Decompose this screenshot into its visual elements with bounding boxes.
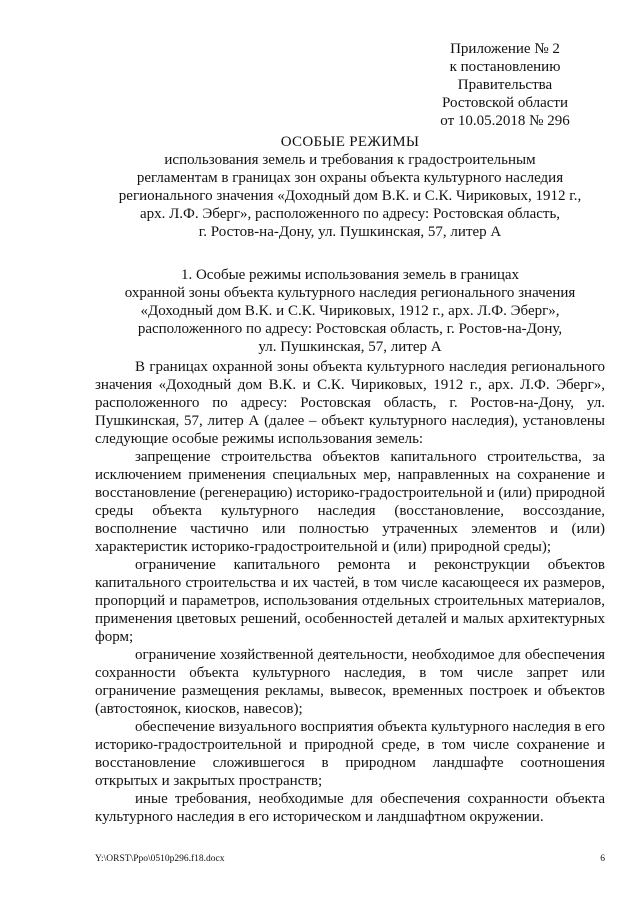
title-heading: ОСОБЫЕ РЕЖИМЫ (280, 134, 420, 150)
title-line: использования земель и требования к градостроительным (164, 152, 536, 168)
paragraph-construction-ban: запрещение строительства объектов капитального строительства, за исключением применения специальных мер, направленных на сохранение и восстановление (регенерацию) историко-градостроительной и (или) природной среды объекта культурного наследия (восстановление, воссоздание, восполнение частично или полностью утраченных элементов и (или) характеристик историко-градостроительной и (или) природной среды); (95, 449, 605, 555)
section-line: ул. Пушкинская, 57, литер А (258, 339, 442, 355)
appendix-header (405, 40, 605, 130)
section-line: «Доходный дом В.К. и С.К. Чириковых, 1912 г., арх. Л.Ф. Эберг», (140, 303, 560, 319)
appendix-line: к постановлению (449, 59, 561, 75)
section-heading (95, 266, 605, 356)
appendix-line: от 10.05.2018 № 296 (440, 113, 570, 129)
paragraph-economic-limits: ограничение хозяйственной деятельности, необходимое для обеспечения сохранности объекта культурного наследия, в том числе запрет или ограничение размещения рекламы, вывесок, временных построек и объектов (автостоянок, киосков, навесов); (95, 647, 605, 717)
title-line: регламентам в границах зон охраны объекта культурного наследия (136, 170, 564, 186)
title-line: г. Ростов-на-Дону, ул. Пушкинская, 57, литер А (198, 224, 502, 240)
file-path: Y:\ORST\Ppo\0510p296.f18.docx (95, 854, 225, 864)
title-line: регионального значения «Доходный дом В.К. и С.К. Чириковых, 1912 г., (118, 188, 582, 204)
section-line: охранной зоны объекта культурного наследия регионального значения (124, 285, 576, 301)
appendix-line: Правительства (457, 77, 553, 93)
page-number: 6 (600, 854, 605, 864)
section-line: 1. Особые режимы использования земель в границах (180, 267, 520, 283)
section-line: расположенного по адресу: Ростовская область, г. Ростов-на-Дону, (137, 321, 563, 337)
paragraph-intro: В границах охранной зоны объекта культурного наследия регионального значения «Доходный дом В.К. и С.К. Чириковых, 1912 г., арх. Л.Ф. Эберг», расположенного по адресу: Ростовская область, г. Ростов-на-Дону, ул. Пушкинская, 57, литер А (далее – объект культурного наследия), установлены следующие особые режимы использования земель: (95, 359, 605, 447)
title-line: арх. Л.Ф. Эберг», расположенного по адресу: Ростовская область, (139, 206, 561, 222)
appendix-line: Ростовской области (442, 95, 568, 111)
paragraph-visual-perception: обеспечение визуального восприятия объекта культурного наследия в его историко-градостроительной и природной среде, в том числе сохранение и восстановление сложившегося в природном ландшафте соотношения открытых и закрытых пространств; (95, 719, 605, 789)
body-text (95, 358, 605, 826)
appendix-line: Приложение № 2 (450, 41, 560, 57)
paragraph-repair-limits: ограничение капитального ремонта и реконструкции объектов капитального строительства и их частей, в том числе касающееся их размеров, пропорций и параметров, использования отдельных строительных материалов, применения цветовых решений, особенностей деталей и малых архитектурных форм; (95, 557, 605, 645)
paragraph-other-requirements: иные требования, необходимые для обеспечения сохранности объекта культурного наследия в его историческом и ландшафтном окружении. (95, 791, 605, 825)
document-title (95, 133, 605, 241)
